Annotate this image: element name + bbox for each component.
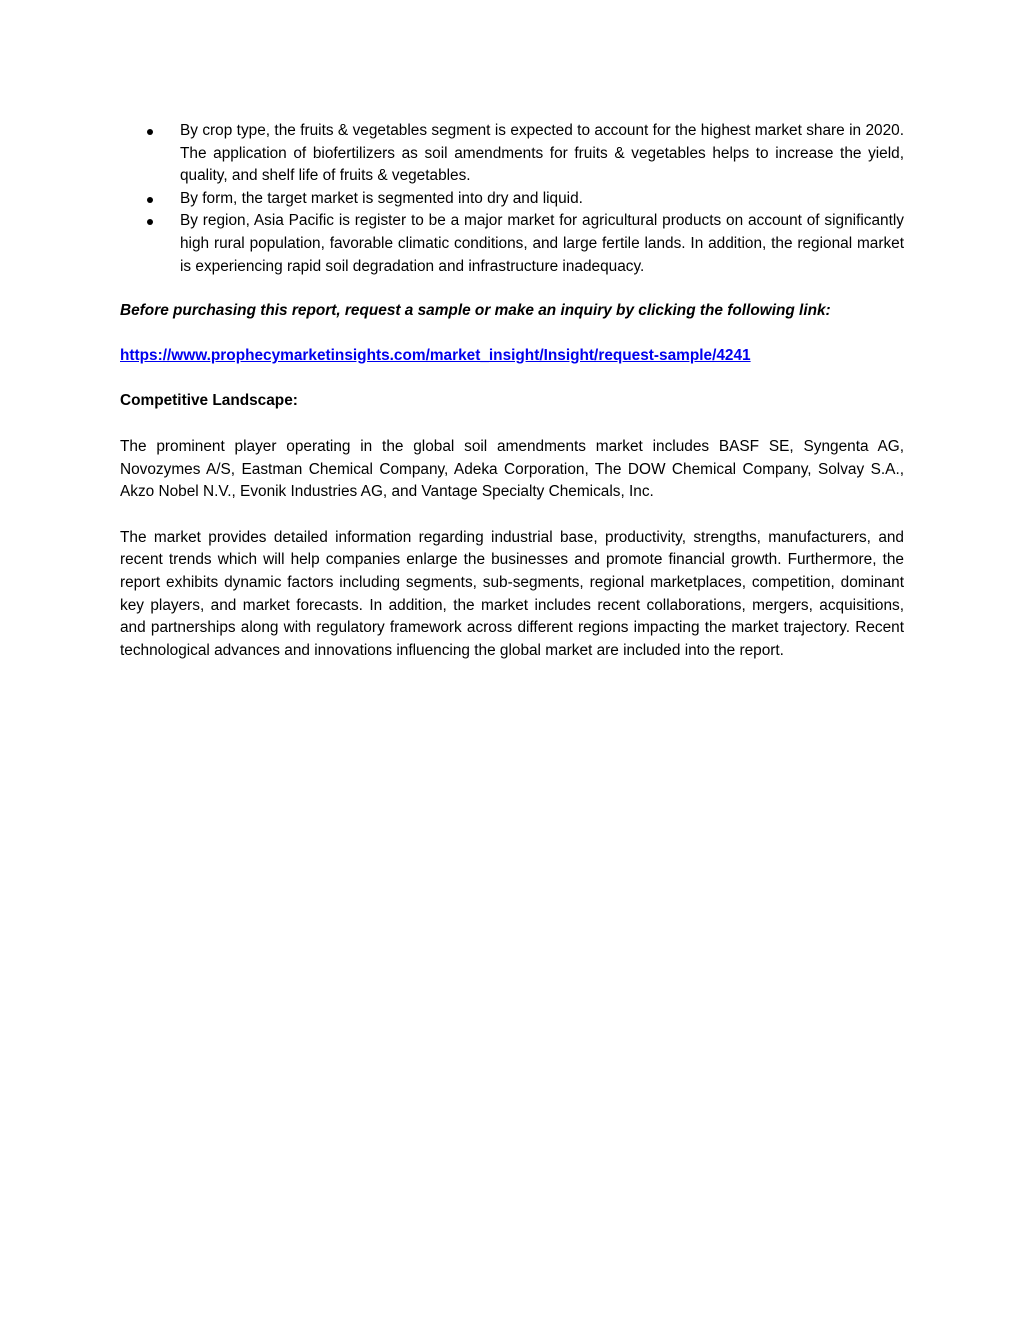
- market-overview-paragraph: The market provides detailed information regarding industrial base, productivity, strengths, manufacturers, and recent trends which will help companies enlarge the businesses and promote financial growth. Furthermore, the report exhibits dynamic factors including segments, sub-segments, regional marketplaces, competition, dominant key players, and market forecasts. In addition, the market includes recent collaborations, mergers, acquisitions, and partnerships along with regulatory framework across different regions impacting the market trajectory. Recent technological advances and innovations influencing the global market are included into the report.: [120, 528, 904, 659]
- bullet-item-region: [120, 210, 904, 278]
- sample-request-prompt: Before purchasing this report, request a sample or make an inquiry by clicking the following link:: [120, 302, 831, 320]
- bullet-text: By region, Asia Pacific is register to be a major market for agricultural products on account of significantly high rural population, favorable climatic conditions, and large fertile lands. In addition, the regional market is experiencing rapid soil degradation and infrastructure inadequacy.: [180, 212, 904, 275]
- bullet-icon: [147, 129, 153, 135]
- request-sample-link[interactable]: https://www.prophecymarketinsights.com/market_insight/Insight/request-sample/4241: [120, 346, 751, 364]
- key-players-paragraph: The prominent player operating in the global soil amendments market includes BASF SE, Syngenta AG, Novozymes A/S, Eastman Chemical Company, Adeka Corporation, The DOW Chemical Company, Solvay S.A., Akzo Nobel N.V., Evonik Industries AG, and Vantage Specialty Chemicals, Inc.: [120, 437, 904, 501]
- bullet-icon: [147, 219, 153, 225]
- competitive-landscape-heading: Competitive Landscape:: [120, 392, 298, 410]
- sample-link-paragraph: [120, 345, 904, 368]
- bullet-item-form: [120, 188, 904, 211]
- segment-bullet-list: [120, 120, 904, 278]
- bullet-item-crop-type: [120, 120, 904, 188]
- document-page: [120, 120, 904, 662]
- bullet-text: By form, the target market is segmented into dry and liquid.: [180, 189, 583, 207]
- bullet-icon: [147, 197, 153, 203]
- bullet-text: By crop type, the fruits & vegetables segment is expected to account for the highest market share in 2020. The application of biofertilizers as soil amendments for fruits & vegetables helps to increase the yield, quality, and shelf life of fruits & vegetables.: [180, 122, 904, 185]
